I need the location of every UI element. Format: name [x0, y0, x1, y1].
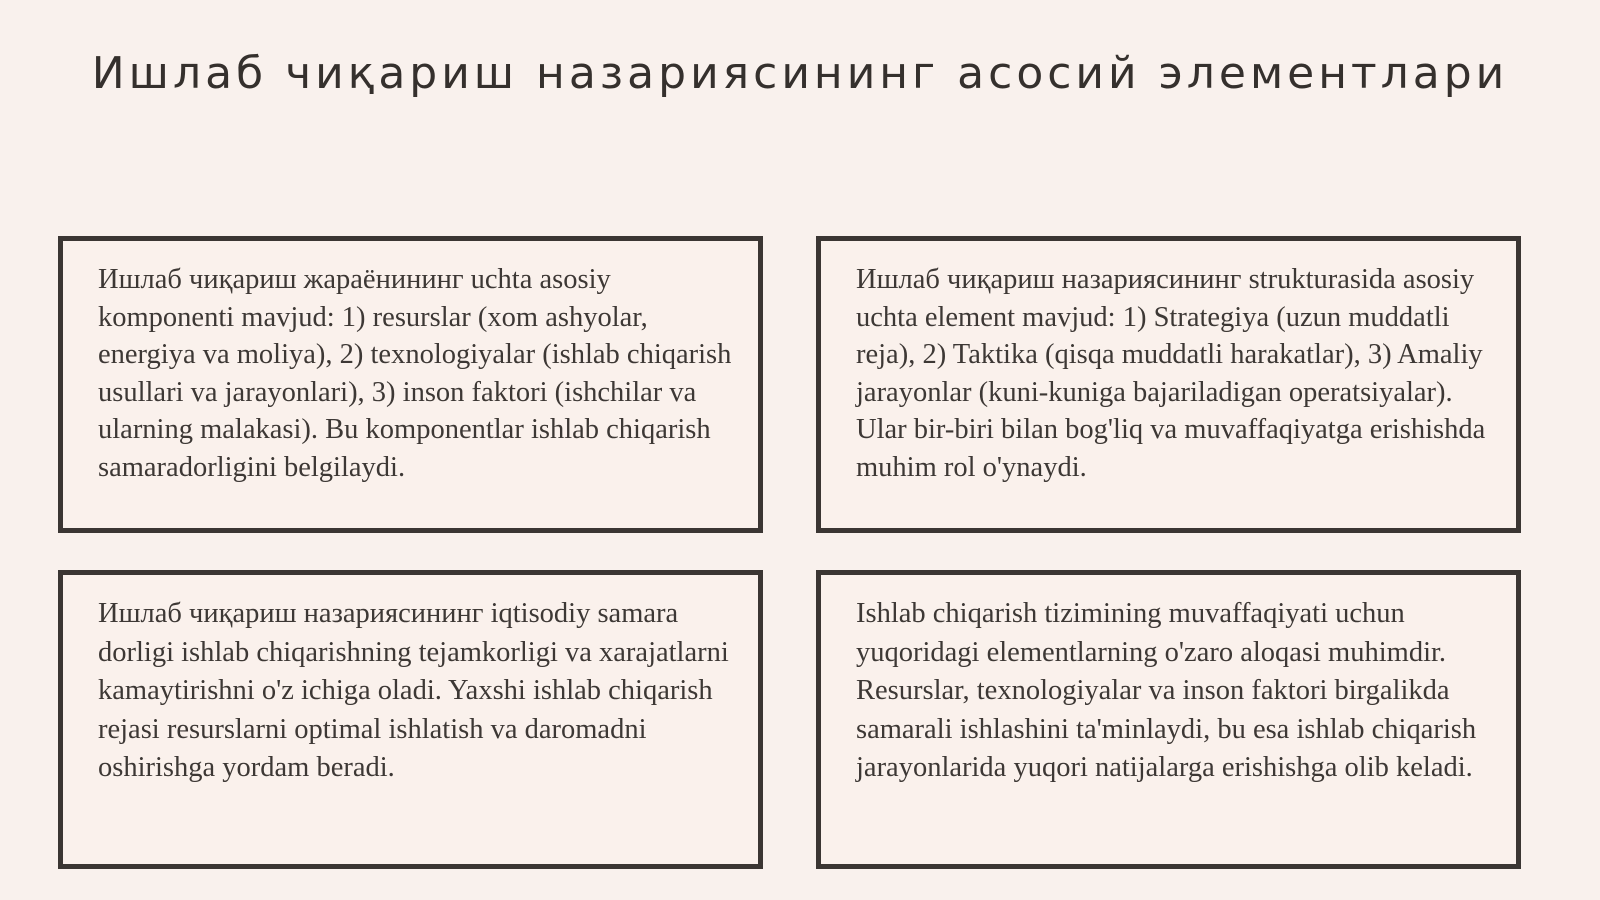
card-text: Ишлаб чиқариш жараёнининг uchta asosiy komponenti mavjud: 1) resurslar (xom ashyolar, energiya va moliya), 2) texnologiyalar (ishlab chiqarish usullari va jarayonlari), 3) inson faktori (ishchilar va ularning malakasi). Bu komponentlar ishlab chiqarish samaradorligini belgilaydi.	[98, 264, 732, 483]
text-card-structure	[816, 236, 1521, 533]
text-card-efficiency	[58, 570, 763, 869]
text-card-components	[58, 236, 763, 533]
card-text: Ишлаб чиқариш назариясининг iqtisodiy samara dorligi ishlab chiqarishning tejamkorligi va xarajatlarni kamaytirishni o'z ichiga oladi. Yaxshi ishlab chiqarish rejasi resurslarni optimal ishlatish va daromadni oshirishga yordam beradi.	[98, 598, 729, 783]
card-text: Ishlab chiqarish tizimining muvaffaqiyati uchun yuqoridagi elementlarning o'zaro aloqasi muhimdir. Resurslar, texnologiyalar va inson faktori birgalikda samarali ishlashini ta'minlaydi, bu esa ishlab chiqarish jarayonlarida yuqori natijalarga erishishga olib keladi.	[856, 598, 1477, 783]
card-text: Ишлаб чиқариш назариясининг strukturasida asosiy uchta element mavjud: 1) Strategiya (uzun muddatli reja), 2) Taktika (qisqa muddatli harakatlar), 3) Amaliy jarayonlar (kuni-kuniga bajariladigan operatsiyalar). Ular bir-biri bilan bog'liq va muvaffaqiyatga erishishda muhim rol o'ynaydi.	[856, 264, 1486, 483]
text-card-system-success	[816, 570, 1521, 869]
slide-title: Ишлаб чиқариш назариясининг асосий элементлари	[91, 48, 1509, 99]
